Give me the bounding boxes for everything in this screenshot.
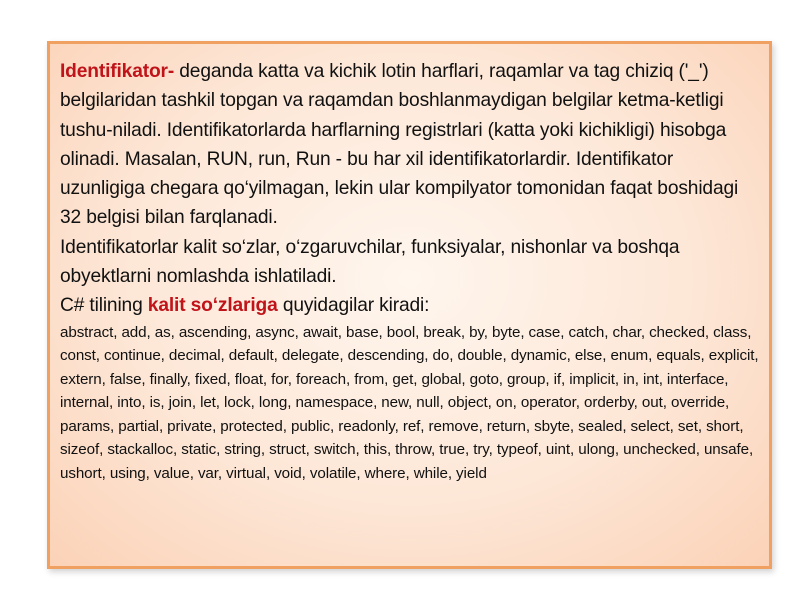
keywords-intro-prefix: C# tilining [60,295,148,317]
identifier-definition-paragraph [60,57,759,233]
identifier-definition-text: deganda katta va kichik lotin harflari, raqamlar va tag chiziq ('_') belgilaridan tashkil topgan va raqamdan boshlanmaydigan belgilar ketma-ketligi tushu-niladi. Identifikatorlarda harflarning registrlari (katta yoki kichikligi) hisobga olinadi. Masalan, RUN, run, Run - bu har xil identifikatorlardir. Identifikator uzunligiga chegara qo‘yilmagan, lekin ular kompilyator tomonidan faqat boshidagi 32 belgisi bilan farqlanadi. [60,61,739,229]
keywords-intro-suffix: quyidagilar kiradi: [277,295,430,317]
identifier-usage-paragraph: Identifikatorlar kalit so‘zlar, o‘zgaruvchilar, funksiyalar, nishonlar va boshqa obyektlarni nomlashda ishlatiladi. [60,236,680,288]
content-card [47,41,772,569]
keywords-intro-highlight: kalit so‘zlariga [147,295,278,317]
keywords-list: abstract, add, as, ascending, async, await, base, bool, break, by, byte, case, catch, char, checked, class, const, continue, decimal, default, delegate, descending, do, double, dynamic, else, enum, equals, explicit, extern, false, finally, fixed, float, for, foreach, from, get, global, goto, group, if, implicit, in, int, interface, internal, into, is, join, let, lock, long, namespace, new, null, object, on, operator, orderby, out, override, params, partial, private, protected, public, readonly, ref, remove, return, sbyte, sealed, select, set, short, sizeof, stackalloc, static, string, struct, switch, this, throw, true, try, typeof, uint, ulong, unchecked, unsafe, ushort, using, value, var, virtual, void, volatile, where, while, yield [60,323,759,482]
identifier-term: Identifikator- [60,61,175,82]
keywords-intro-paragraph [60,291,759,320]
